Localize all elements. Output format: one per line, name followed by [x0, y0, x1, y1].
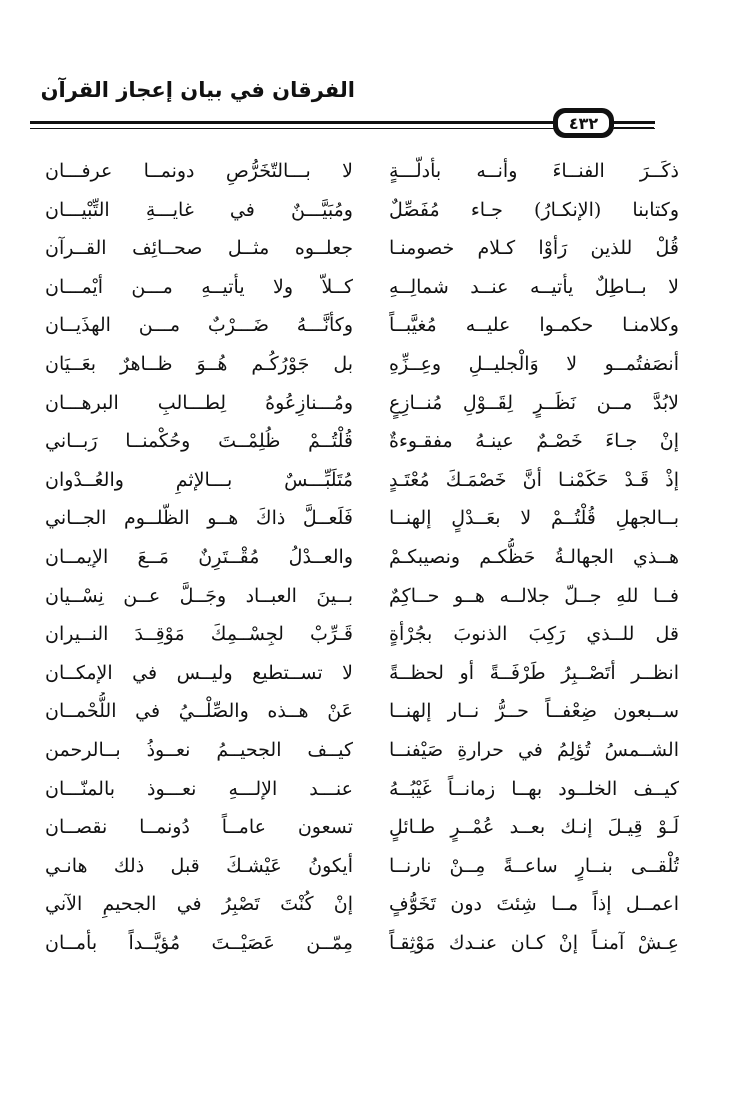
running-header-title: الفرقان في بيان إعجاز القرآن — [40, 78, 355, 102]
verse-line: عنـــد الإلـــهِ نعـــوذ بالمنّـــان — [45, 777, 353, 800]
verse-line: إنْ كُنْتَ تَصْبِرُ في الجحيمِ الآني — [45, 893, 353, 916]
verse-line: عَنْ هــذه والصِّلْــيُ في اللُّحْمــان — [45, 700, 353, 723]
verse-line: جعلــوه مثــل صحــائِف القــرآن — [45, 237, 353, 260]
verse-line: الشــمسُ تُؤلِمُ في حرارةِ صَيْفنــا — [389, 738, 679, 761]
verse-line: قُلْتُــمْ ظُلِمْــتَ وحُكْمنــا رَبــاني — [45, 430, 353, 453]
verse-line: مِمّــن عَصَيْــتَ مُؤيَّــداً بأمــان — [45, 931, 353, 954]
verse-line: تُلْقــى بنــارٍ ساعــةً مِــنْ نارنــا — [389, 854, 679, 877]
page-number: ٤٣٢ — [557, 112, 610, 134]
page-number-badge — [553, 108, 614, 138]
verse-line: أيكونُ عَيْشـكَ قبل ذلك هانـي — [45, 854, 353, 877]
verse-line: وكتابنا (الإنكـارُ) جـاء مُفَصِّلٌ — [389, 198, 679, 221]
verse-line: كيــف الخلــود بهــا زمانــاً غَيْبُــهُ — [389, 777, 679, 800]
verse-line: قل للــذي رَكِبَ الذنوبَ بجُرْأةٍ — [389, 623, 679, 646]
verse-line: بــينَ العبــاد وجَــلَّ عــن نِسْــيان — [45, 584, 353, 607]
badge-tail-top — [614, 122, 654, 123]
verse-line: كيــف الجحيــمُ نعــوذُ بــالرحمن — [45, 738, 353, 761]
verse-line: لا تســتطيع وليــس في الإمكــان — [45, 661, 353, 684]
verse-line: مُتَلَبِّـــسٌ بـــالإثمِ والعُــدْوان — [45, 468, 353, 491]
verse-line: إذْ قَـدْ حَكَمْنـا أنَّ خَصْمَـكَ مُعْتَـدٍ — [389, 468, 679, 491]
verse-line: ذكَــرَ الفنــاءَ وأنــه بأدلّـــةٍ — [389, 160, 679, 182]
verse-line: لا بــاطِلٌ يأتيــه عنــد شمالِــهِ — [389, 275, 679, 298]
verse-line: انظــر أتَصْــبِرُ طَرْفَــةً أو لحظــةً — [389, 661, 679, 684]
verse-line: فــا للهِ جــلّ جلالــه هــو حــاكِمٌ — [389, 584, 679, 607]
verse-line: ومُبَيَّـــنٌ في غايـــةِ التِّبْيـــان — [45, 198, 353, 221]
verse-line: هــذي الجهالـةُ حَظُّكـم ونصيبكـمْ — [389, 545, 679, 568]
verse-line: وكلامنـا حكمـوا عليــه مُغيَّبــاً — [389, 314, 679, 337]
verse-line: كــلاّ ولا يأتيــهِ مـــن أيْمـــان — [45, 275, 353, 298]
badge-tail-bottom — [614, 127, 654, 128]
verse-line: والعــدْلُ مُقْــتَرِنٌ مَــعَ الإيمــان — [45, 545, 353, 568]
verse-line: بــالجهلِ قُلْتُــمْ لا بعَــدْلٍ إلهنــا — [389, 507, 679, 530]
verse-line: لا بـــالتّخَرُّصِ دونمــا عرفـــان — [45, 160, 353, 182]
verse-line: لابُدَّ مــن نَظَــرٍ لِقَــوْلِ مُنــازِعٍ — [389, 391, 679, 414]
verse-line: لَـوْ قِيـلَ إنـك بعــد عُمْــرٍ طـائلٍ — [389, 816, 679, 839]
poem-left-column — [45, 152, 353, 962]
verse-line: قَـرِّبْ لجِسْــمِكَ مَوْقِــدَ النــيران — [45, 623, 353, 646]
poem-right-column — [389, 152, 679, 962]
verse-line: ومُـــنازِعُوهُ لِطـــالبِ البرهـــان — [45, 391, 353, 414]
verse-line: إنْ جـاءَ خَصْـمٌ عينـهُ مفقـوءةٌ — [389, 430, 679, 453]
verse-line: قُلْ للذين رَأوْا كـلام خصومنـا — [389, 237, 679, 260]
verse-line: فَلَعــلَّ ذاكَ هــو الظّلــوم الجــاني — [45, 507, 353, 530]
verse-line: عِـشْ آمنـاً إنْ كـان عنـدك مَوْثِقـاً — [389, 931, 679, 954]
verse-line: ســبعون ضِعْفــاً حــرُّ نــار إلهنــا — [389, 700, 679, 723]
verse-line: وكأنَّـــهُ ضَـــرْبٌ مـــن الهذَيــان — [45, 314, 353, 337]
verse-line: أنصَفتُمــو لا وَالْجليــلِ وعِــزِّهِ — [389, 352, 679, 375]
verse-line: اعمــل إذاً مــا شِئتَ دون تَخَوُّفٍ — [389, 893, 679, 916]
verse-line: تسعون عامــاً دُونمــا نقصــان — [45, 816, 353, 839]
verse-line: بل جَوْرُكُـم هُــوَ ظــاهرٌ بعَــيَان — [45, 352, 353, 375]
